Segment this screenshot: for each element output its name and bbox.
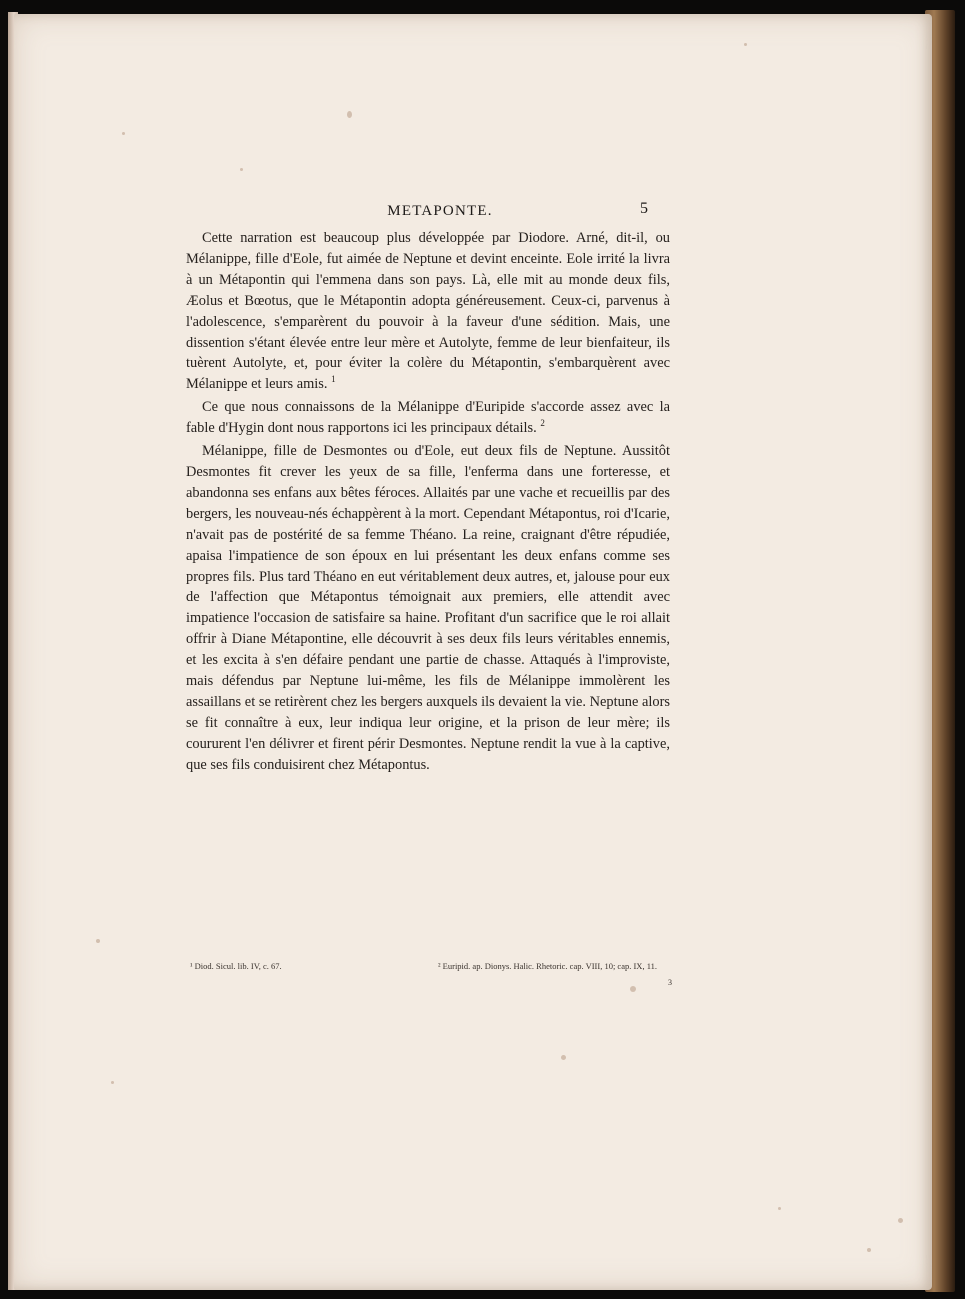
footnote-2: ² Euripid. ap. Dionys. Halic. Rhetoric. cap. VIII, 10; cap. IX, 11. <box>438 961 658 971</box>
body-text <box>186 228 670 776</box>
running-head: METAPONTE. <box>387 203 493 219</box>
paragraph-1: Cette narration est beaucoup plus développée par Diodore. Arné, dit-il, ou Mélanippe, fille d'Eole, fut aimée de Neptune et devint enceinte. Eole irrité la livra à un Métapontin qui l'emmena dans son pays. Là, elle mit au monde deux fils, Æolus et Bœotus, que le Métapontin adopta généreusement. Ceux-ci, parvenus à l'adolescence, s'emparèrent du pouvoir à la faveur d'une sédition. Mais, une dissention s'étant élevée entre leur mère et Autolyte, femme de leur bienfaiteur, ils tuèrent Autolyte, et, pour éviter la colère du Métapontin, s'embarquèrent avec Mélanippe et leurs amis. $^1$ <box>186 230 670 393</box>
paragraph-3: Mélanippe, fille de Desmontes ou d'Eole, eut deux fils de Neptune. Aussitôt Desmontes fit crever les yeux de sa fille, l'enferma dans une forteresse, et abandonna ses enfans aux bêtes féroces. Allaités par une vache et recueillis par des bergers, les nouveau-nés échappèrent à la mort. Cependant Métapontus, roi d'Icarie, n'avait pas de postérité de sa femme Théano. La reine, craignant d'être répudiée, apaisa l'impatience de son époux en lui présentant les deux enfans comme ses propres fils. Plus tard Théano en eut véritablement deux autres, et, jalouse pour eux de l'affection que Métapontus témoignait aux premiers, elle attendit avec impatience l'occasion de satisfaire sa haine. Profitant d'un sacrifice que le roi allait offrir à Diane Métapontine, elle découvrit à ses deux fils leurs véritables ennemis, et les excita à s'en défaire pendant une partie de chasse. Attaqués à l'improviste, mais défendus par Neptune lui-même, les fils de Mélanippe immolèrent les assaillans et se retirèrent chez les bergers auxquels ils devaient la vie. Neptune alors se fit connaître à eux, leur indiqua leur origine, et la prison de leur mère; ils coururent l'en délivrer et firent périr Desmontes. Neptune rendit la vue à la captive, que ses fils conduisirent chez Métapontus. <box>186 443 670 773</box>
footnote-1: ¹ Diod. Sicul. lib. IV, c. 67. <box>190 961 282 971</box>
footnote-marker-1: 1 <box>331 374 336 385</box>
paragraph-2: Ce que nous connaissons de la Mélanippe d'Euripide s'accorde assez avec la fable d'Hygin dont nous rapportons ici les principaux détails. $^2$ <box>186 399 670 437</box>
page-number: 5 <box>640 200 648 217</box>
footnote-marker-2: 2 <box>540 418 545 429</box>
signature-mark: 3 <box>668 978 672 987</box>
